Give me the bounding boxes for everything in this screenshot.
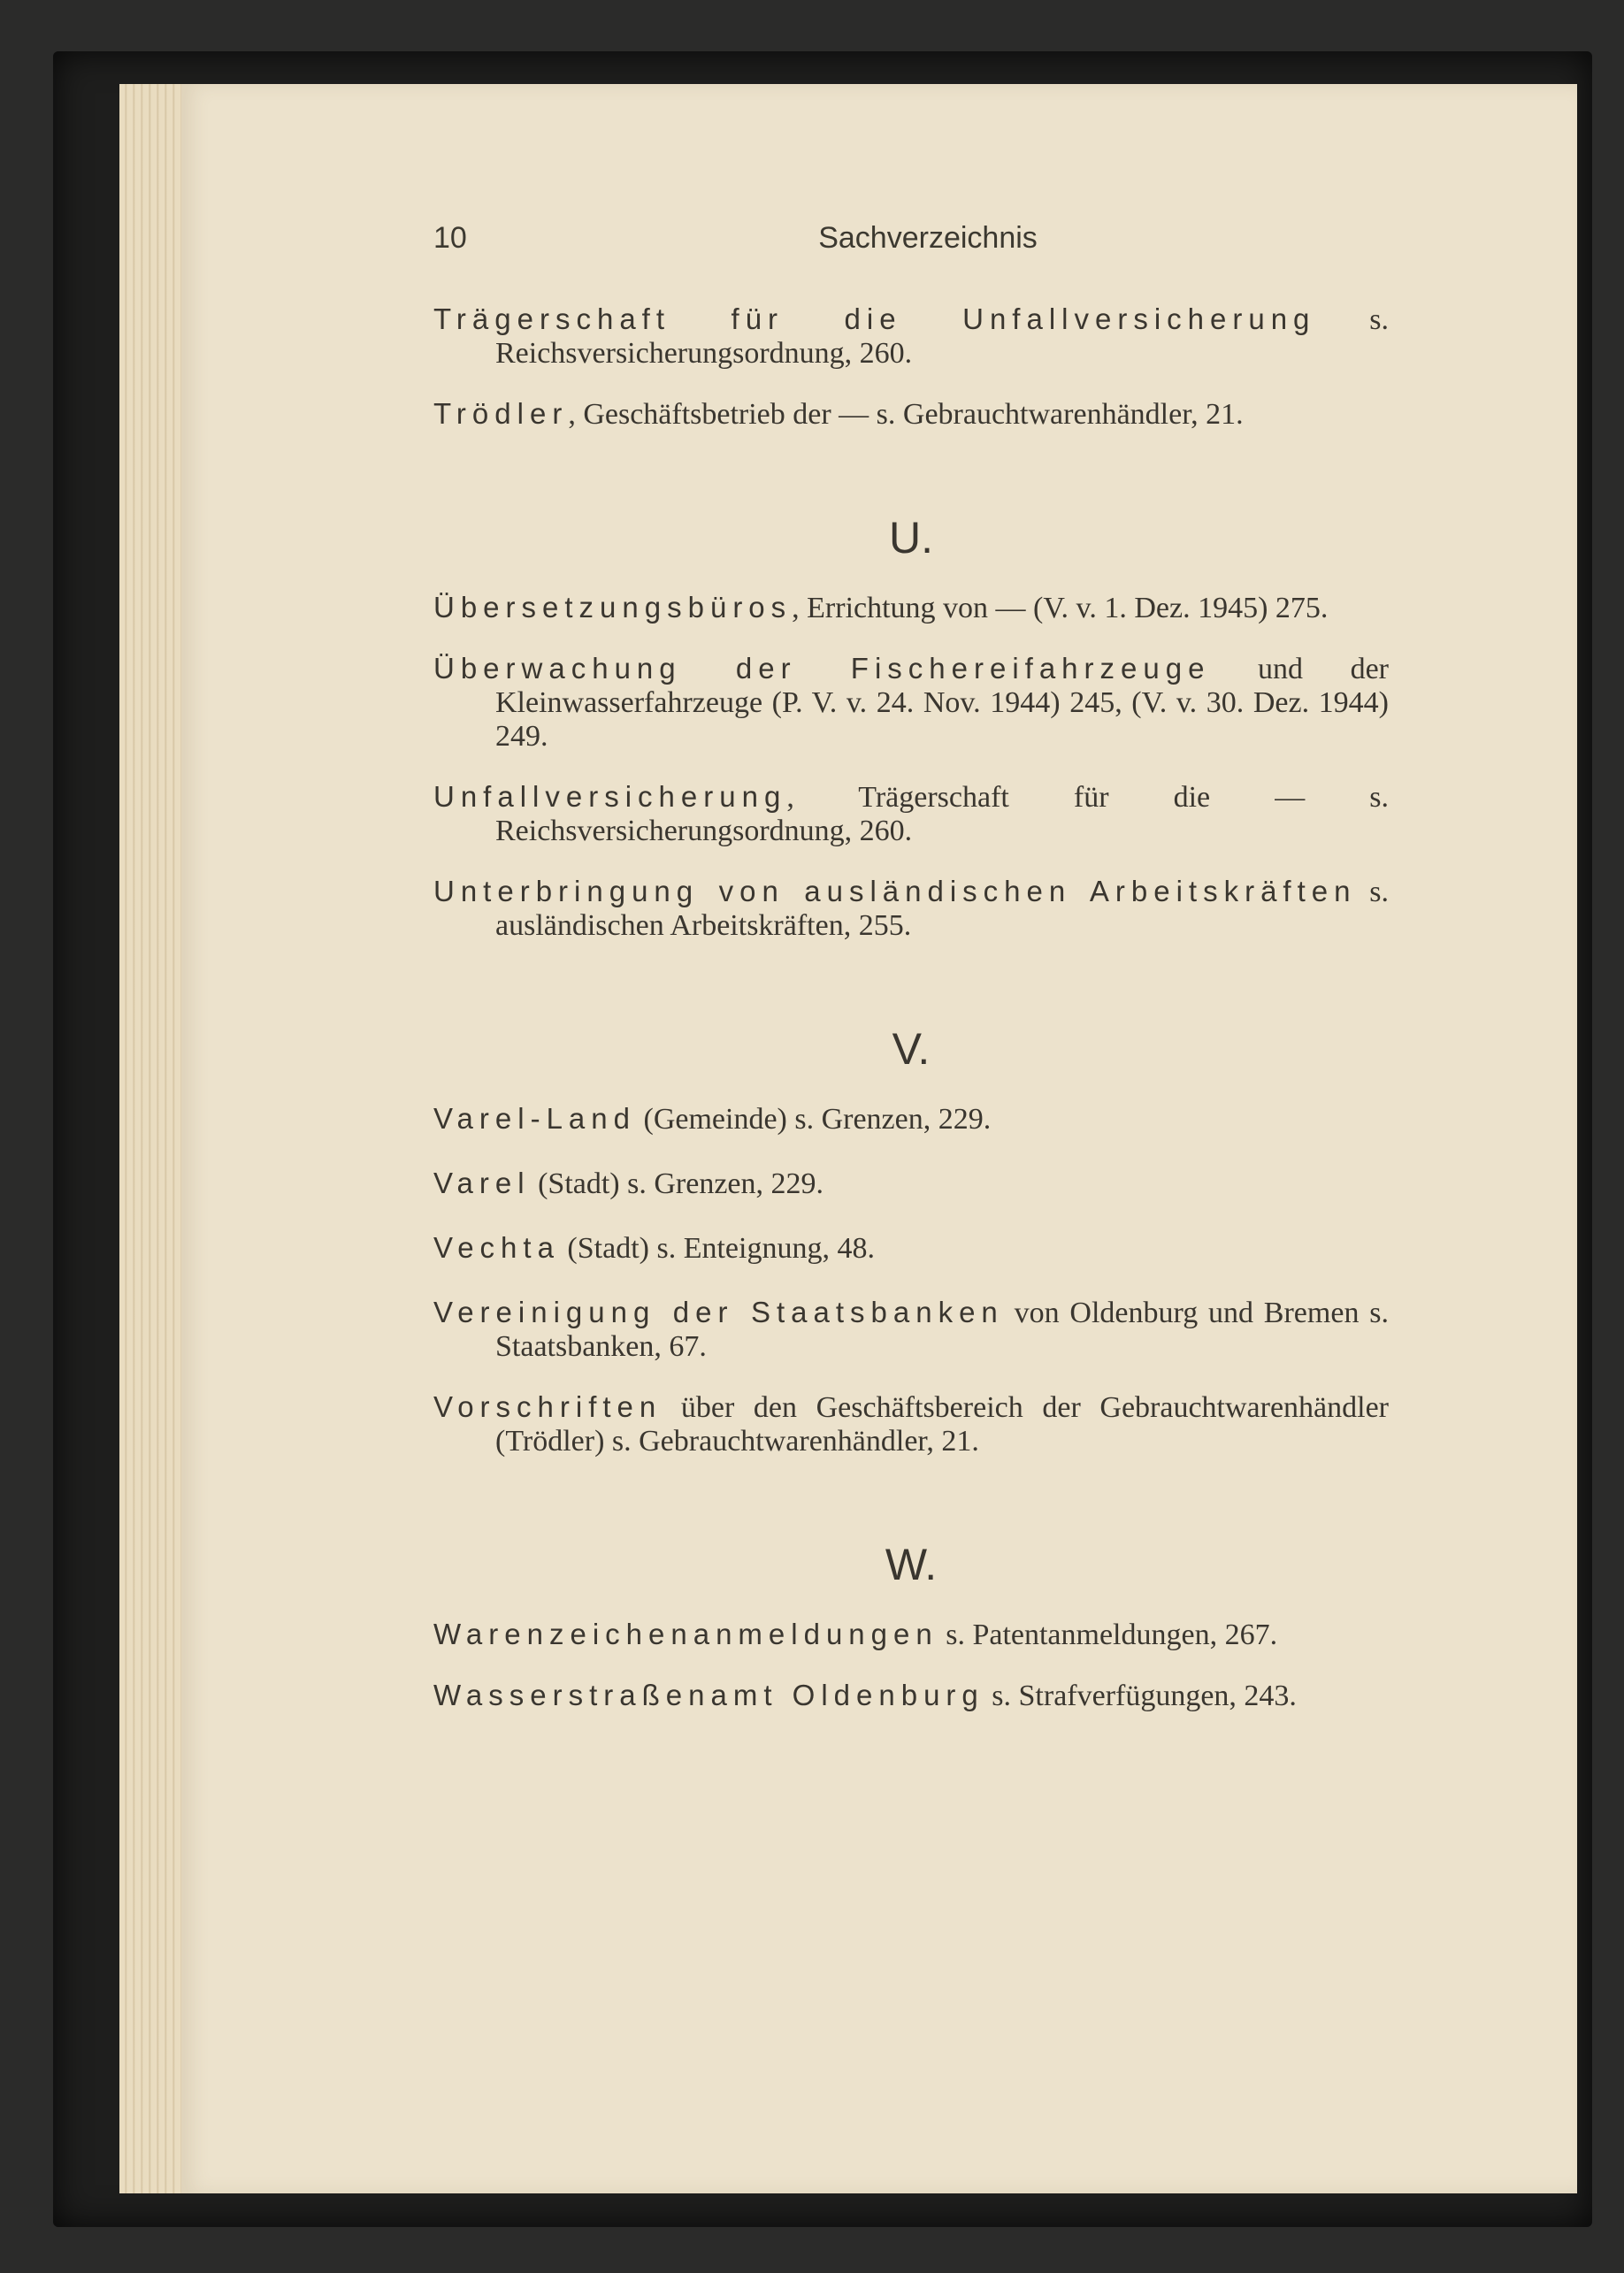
entry-term: Trödler [433,397,569,430]
section-heading-v: V. [892,1024,931,1074]
index-entry [433,1102,1389,1136]
index-entry [433,1231,1389,1266]
index-entry [433,780,1389,848]
entry-reference: s. ausländischen Arbeitskräften, 255. [495,876,1390,942]
entry-term: Varel [433,1167,531,1199]
index-content [433,302,1389,1740]
index-entry [433,875,1389,943]
entry-term: Vereinigung der Staatsbanken [433,1296,1004,1328]
index-entry [433,1390,1389,1458]
index-entry [433,1167,1389,1201]
entry-reference: , Errichtung von — (V. v. 1. Dez. 1945) 275. [792,592,1329,624]
entry-term: Vechta [433,1231,560,1264]
section-heading-u: U. [889,513,933,563]
entry-term: Übersetzungsbüros [433,591,793,624]
entry-term: Unfallversicherung [433,780,787,813]
entry-reference: s. Strafverfügungen, 243. [984,1680,1297,1712]
entry-reference: (Stadt) s. Grenzen, 229. [530,1167,824,1200]
page-header [181,221,1577,274]
running-title: Sachverzeichnis [818,221,1038,255]
entry-reference: s. Reichsversicherungsordnung, 260. [495,303,1390,370]
entry-term: Unterbringung von ausländischen Arbeitskräften [433,875,1357,907]
index-entry [433,1296,1389,1364]
entry-term: Wasserstraßenamt Oldenburg [433,1679,984,1711]
entry-term: Varel-Land [433,1102,636,1135]
entry-reference: s. Patentanmeldungen, 267. [938,1619,1278,1651]
entry-term: Trägerschaft für die Unfallversicherung [433,302,1316,335]
entry-reference: , Trägerschaft für die — s. Reichsversicherungsordnung, 260. [495,781,1389,847]
index-entry [433,302,1389,371]
entry-reference: über den Geschäftsbereich der Gebrauchtwarenhändler (Trödler) s. Gebrauchtwarenhändler, 21. [495,1391,1389,1458]
entry-reference: von Oldenburg und Bremen s. Staatsbanken, 67. [495,1297,1389,1363]
index-entry [433,591,1389,625]
page-edges [119,84,190,2193]
page-number: 10 [433,221,467,255]
entry-term: Vorschriften [433,1390,663,1423]
entry-reference: und der Kleinwasserfahrzeuge (P. V. v. 24. Nov. 1944) 245, (V. v. 30. Dez. 1944) 249. [495,653,1389,753]
section-heading-w: W. [885,1540,938,1589]
entry-reference: , Geschäftsbetrieb der — s. Gebrauchtwarenhändler, 21. [568,398,1244,431]
entry-reference: (Gemeinde) s. Grenzen, 229. [636,1103,992,1136]
entry-term: Überwachung der Fischereifahrzeuge [433,652,1211,685]
entry-term: Warenzeichenanmeldungen [433,1618,938,1650]
index-entry [433,1679,1389,1713]
index-entry [433,652,1389,754]
index-entry [433,397,1389,432]
entry-reference: (Stadt) s. Enteignung, 48. [559,1232,875,1265]
index-entry [433,1618,1389,1652]
